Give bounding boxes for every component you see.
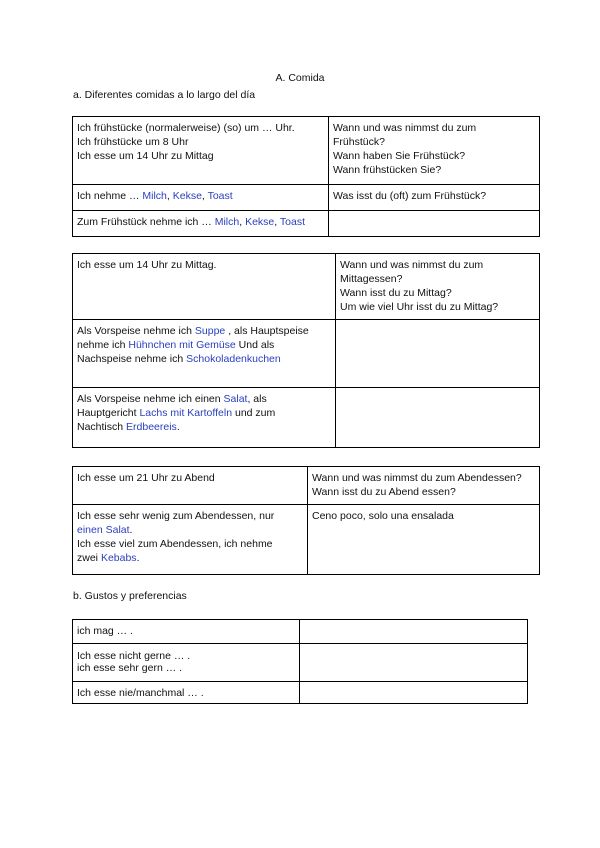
- empty-cell: [300, 620, 528, 644]
- pref-never-cell: Ich esse nie/manchmal … .: [73, 682, 300, 704]
- dinner-table: [72, 466, 540, 575]
- pref-like-cell: ich mag … .: [73, 620, 300, 644]
- lunch-example2-cell: Als Vorspeise nehme ich einen Salat, als Hauptgericht Lachs mit Kartoffeln und zum Nachtisch Erdbeereis.: [73, 388, 336, 448]
- dinner-translation-cell: Ceno poco, solo una ensalada: [308, 505, 540, 575]
- lunch-table: [72, 253, 540, 448]
- empty-cell: [336, 320, 540, 388]
- lunch-answer-cell: Ich esse um 14 Uhr zu Mittag.: [73, 254, 336, 320]
- section-b-heading: b. Gustos y preferencias: [73, 590, 187, 602]
- breakfast-items2-cell: Zum Frühstück nehme ich … Milch, Kekse, Toast: [73, 211, 329, 237]
- dinner-answer-cell: Ich esse um 21 Uhr zu Abend: [73, 467, 308, 505]
- section-a-heading: a. Diferentes comidas a lo largo del día: [73, 89, 256, 101]
- breakfast-question-cell: Wann und was nimmst du zum Frühstück? Wann haben Sie Frühstück? Wann frühstücken Sie?: [329, 117, 540, 185]
- breakfast-table: [72, 116, 540, 237]
- lunch-question-cell: Wann und was nimmst du zum Mittagessen? Wann isst du zu Mittag? Um wie viel Uhr isst du zu Mittag?: [336, 254, 540, 320]
- empty-cell: [300, 644, 528, 682]
- preferences-table: [72, 619, 528, 704]
- empty-cell: [329, 211, 540, 237]
- empty-cell: [300, 682, 528, 704]
- dinner-question-cell: Wann und was nimmst du zum Abendessen? Wann isst du zu Abend essen?: [308, 467, 540, 505]
- pref-eat-cell: Ich esse nicht gerne … . ich esse sehr gern … .: [73, 644, 300, 682]
- breakfast-answer-cell: Ich frühstücke (normalerweise) (so) um … Uhr. Ich frühstücke um 8 Uhr Ich esse um 14 Uhr zu Mittag: [73, 117, 329, 185]
- empty-cell: [336, 388, 540, 448]
- page-title: A. Comida: [275, 72, 325, 84]
- lunch-example1-cell: Als Vorspeise nehme ich Suppe , als Hauptspeise nehme ich Hühnchen mit Gemüse Und als Nachspeise nehme ich Schokoladenkuchen: [73, 320, 336, 388]
- breakfast-items-cell: Ich nehme … Milch, Kekse, Toast: [73, 185, 329, 211]
- dinner-example-cell: Ich esse sehr wenig zum Abendessen, nur einen Salat. Ich esse viel zum Abendessen, ich nehme zwei Kebabs.: [73, 505, 308, 575]
- breakfast-question2-cell: Was isst du (oft) zum Frühstück?: [329, 185, 540, 211]
